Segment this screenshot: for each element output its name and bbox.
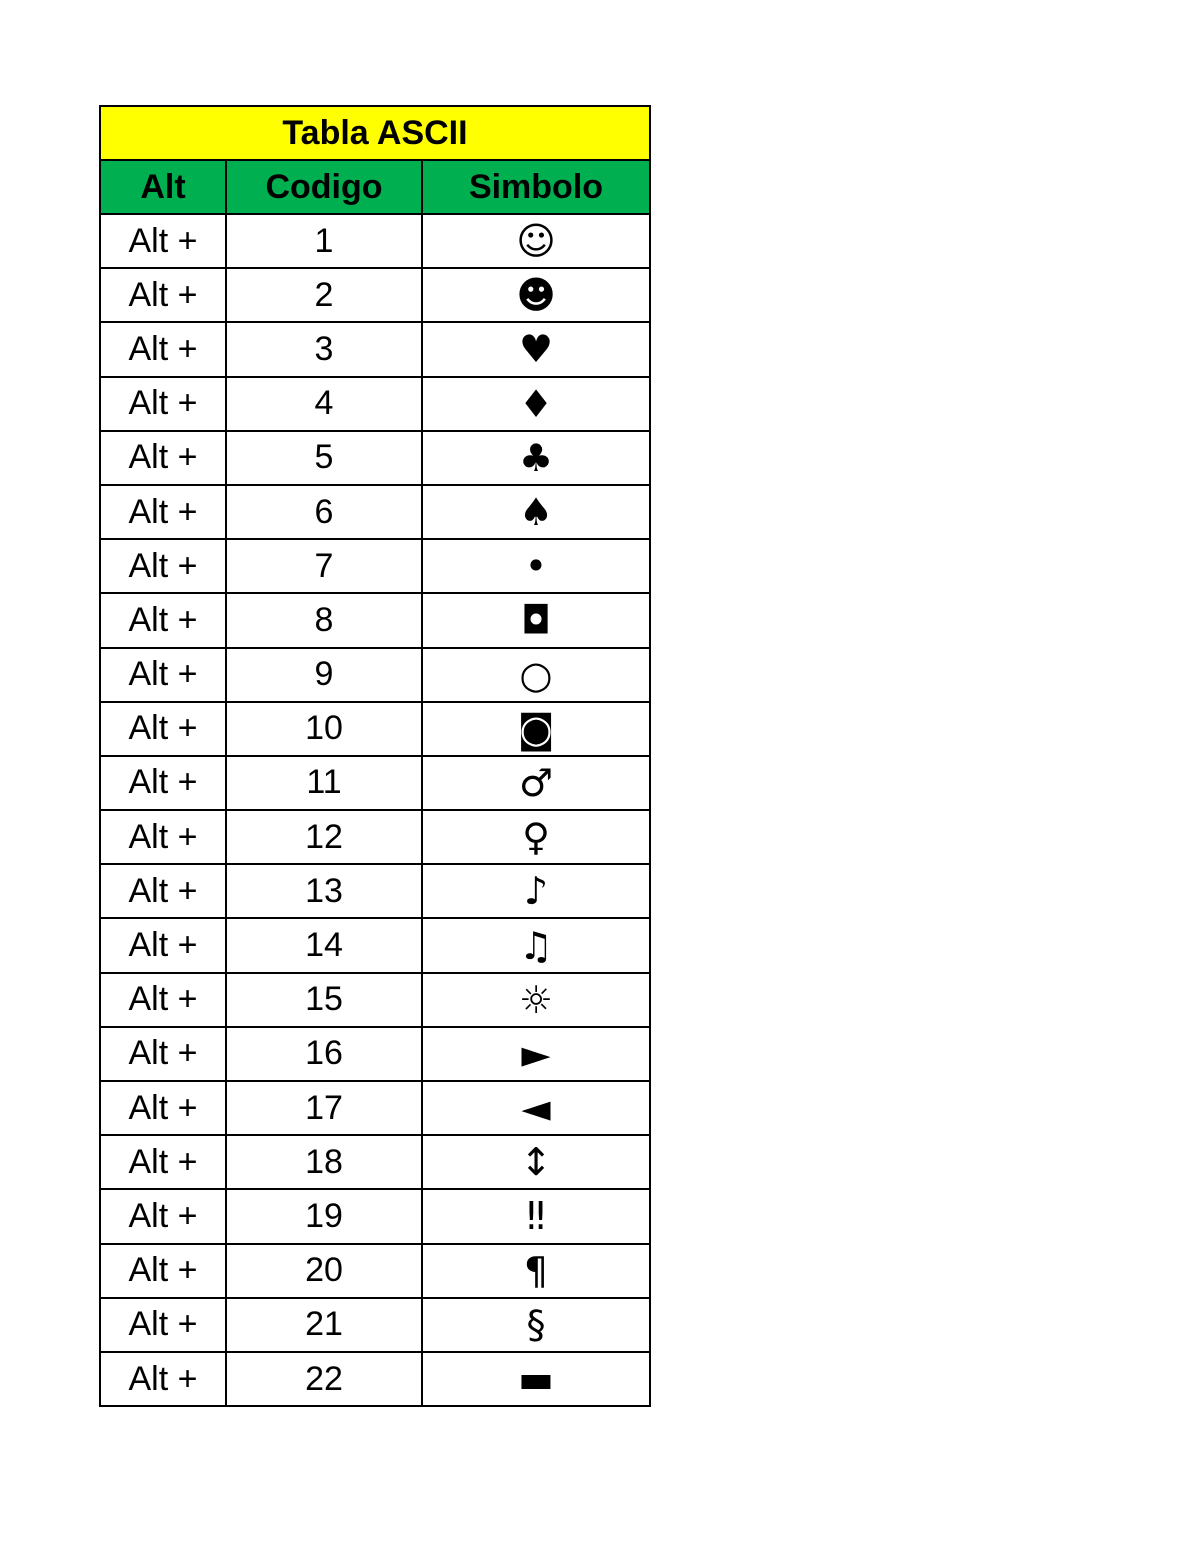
- symbol-cell: [422, 648, 650, 702]
- symbol-cell: [422, 973, 650, 1027]
- code-cell: 14: [226, 918, 422, 972]
- alt-cell: Alt +: [100, 1244, 226, 1298]
- alt-cell: Alt +: [100, 593, 226, 647]
- code-cell: 12: [226, 810, 422, 864]
- alt-cell: Alt +: [100, 1135, 226, 1189]
- symbol-glyph: ♣: [518, 435, 554, 480]
- code-cell: 7: [226, 539, 422, 593]
- symbol-glyph: ♫: [518, 923, 554, 968]
- symbol-cell: [422, 810, 650, 864]
- table-row: [100, 1135, 650, 1189]
- symbol-cell: [422, 756, 650, 810]
- symbol-glyph: ○: [519, 652, 553, 697]
- symbol-glyph: ♂: [518, 760, 554, 805]
- symbol-glyph: ↕: [520, 1140, 552, 1185]
- table-row: [100, 431, 650, 485]
- symbol-cell: [422, 593, 650, 647]
- symbol-glyph: ¶: [523, 1248, 549, 1293]
- symbol-cell: [422, 1081, 650, 1135]
- alt-cell: Alt +: [100, 377, 226, 431]
- table-row: [100, 268, 650, 322]
- alt-cell: Alt +: [100, 322, 226, 376]
- symbol-cell: [422, 539, 650, 593]
- symbol-cell: [422, 1298, 650, 1352]
- symbol-cell: [422, 1027, 650, 1081]
- code-cell: 15: [226, 973, 422, 1027]
- symbol-glyph: ▬: [518, 1357, 554, 1402]
- symbol-glyph: ►: [521, 1031, 551, 1076]
- table-row: [100, 322, 650, 376]
- symbol-cell: [422, 864, 650, 918]
- symbol-glyph: ♪: [523, 869, 549, 914]
- code-cell: 13: [226, 864, 422, 918]
- code-cell: 22: [226, 1352, 422, 1406]
- header-alt: Alt: [100, 160, 226, 214]
- symbol-cell: [422, 702, 650, 756]
- code-cell: 18: [226, 1135, 422, 1189]
- alt-cell: Alt +: [100, 756, 226, 810]
- alt-cell: Alt +: [100, 1189, 226, 1243]
- symbol-cell: [422, 1244, 650, 1298]
- symbol-cell: [422, 1352, 650, 1406]
- table-row: [100, 810, 650, 864]
- alt-cell: Alt +: [100, 810, 226, 864]
- symbol-cell: [422, 268, 650, 322]
- alt-cell: Alt +: [100, 268, 226, 322]
- table-row: [100, 973, 650, 1027]
- title-row: [100, 106, 650, 160]
- symbol-cell: [422, 485, 650, 539]
- table-row: [100, 1081, 650, 1135]
- symbol-cell: [422, 1189, 650, 1243]
- alt-cell: Alt +: [100, 431, 226, 485]
- table-row: [100, 648, 650, 702]
- symbol-cell: [422, 1135, 650, 1189]
- ascii-table: [99, 105, 651, 1407]
- symbol-glyph: ◙: [517, 706, 555, 751]
- code-cell: 10: [226, 702, 422, 756]
- table-row: [100, 214, 650, 268]
- code-cell: 11: [226, 756, 422, 810]
- alt-cell: Alt +: [100, 864, 226, 918]
- symbol-glyph: ◘: [520, 598, 552, 643]
- table-row: [100, 1352, 650, 1406]
- header-code: Codigo: [226, 160, 422, 214]
- symbol-glyph: ‼: [526, 1194, 546, 1239]
- symbol-cell: [422, 431, 650, 485]
- table-row: [100, 539, 650, 593]
- code-cell: 17: [226, 1081, 422, 1135]
- alt-cell: Alt +: [100, 1027, 226, 1081]
- alt-cell: Alt +: [100, 1352, 226, 1406]
- table-body: [100, 214, 650, 1406]
- symbol-glyph: ☼: [518, 977, 554, 1022]
- symbol-glyph: ☻: [516, 273, 556, 318]
- code-cell: 21: [226, 1298, 422, 1352]
- symbol-glyph: •: [524, 544, 548, 589]
- table-row: [100, 918, 650, 972]
- symbol-glyph: ♀: [522, 815, 550, 860]
- alt-cell: Alt +: [100, 539, 226, 593]
- code-cell: 1: [226, 214, 422, 268]
- code-cell: 2: [226, 268, 422, 322]
- header-symbol: Simbolo: [422, 160, 650, 214]
- symbol-glyph: ♦: [518, 381, 554, 426]
- symbol-cell: [422, 377, 650, 431]
- symbol-glyph: ♥: [518, 327, 554, 372]
- alt-cell: Alt +: [100, 485, 226, 539]
- code-cell: 3: [226, 322, 422, 376]
- table-row: [100, 756, 650, 810]
- table-row: [100, 864, 650, 918]
- symbol-glyph: ♠: [518, 490, 554, 535]
- code-cell: 6: [226, 485, 422, 539]
- code-cell: 16: [226, 1027, 422, 1081]
- symbol-glyph: ☺: [516, 219, 556, 264]
- table-row: [100, 1027, 650, 1081]
- code-cell: 4: [226, 377, 422, 431]
- code-cell: 5: [226, 431, 422, 485]
- alt-cell: Alt +: [100, 918, 226, 972]
- table-title: Tabla ASCII: [100, 106, 650, 160]
- alt-cell: Alt +: [100, 973, 226, 1027]
- symbol-cell: [422, 918, 650, 972]
- symbol-glyph: §: [526, 1302, 546, 1347]
- table-row: [100, 702, 650, 756]
- code-cell: 19: [226, 1189, 422, 1243]
- alt-cell: Alt +: [100, 1298, 226, 1352]
- symbol-cell: [422, 322, 650, 376]
- alt-cell: Alt +: [100, 702, 226, 756]
- alt-cell: Alt +: [100, 1081, 226, 1135]
- table-row: [100, 1189, 650, 1243]
- symbol-glyph: ◄: [521, 1086, 551, 1131]
- alt-cell: Alt +: [100, 214, 226, 268]
- code-cell: 9: [226, 648, 422, 702]
- table-row: [100, 1298, 650, 1352]
- code-cell: 8: [226, 593, 422, 647]
- table-row: [100, 377, 650, 431]
- header-row: [100, 160, 650, 214]
- table-row: [100, 1244, 650, 1298]
- table-row: [100, 593, 650, 647]
- symbol-cell: [422, 214, 650, 268]
- code-cell: 20: [226, 1244, 422, 1298]
- table-row: [100, 485, 650, 539]
- alt-cell: Alt +: [100, 648, 226, 702]
